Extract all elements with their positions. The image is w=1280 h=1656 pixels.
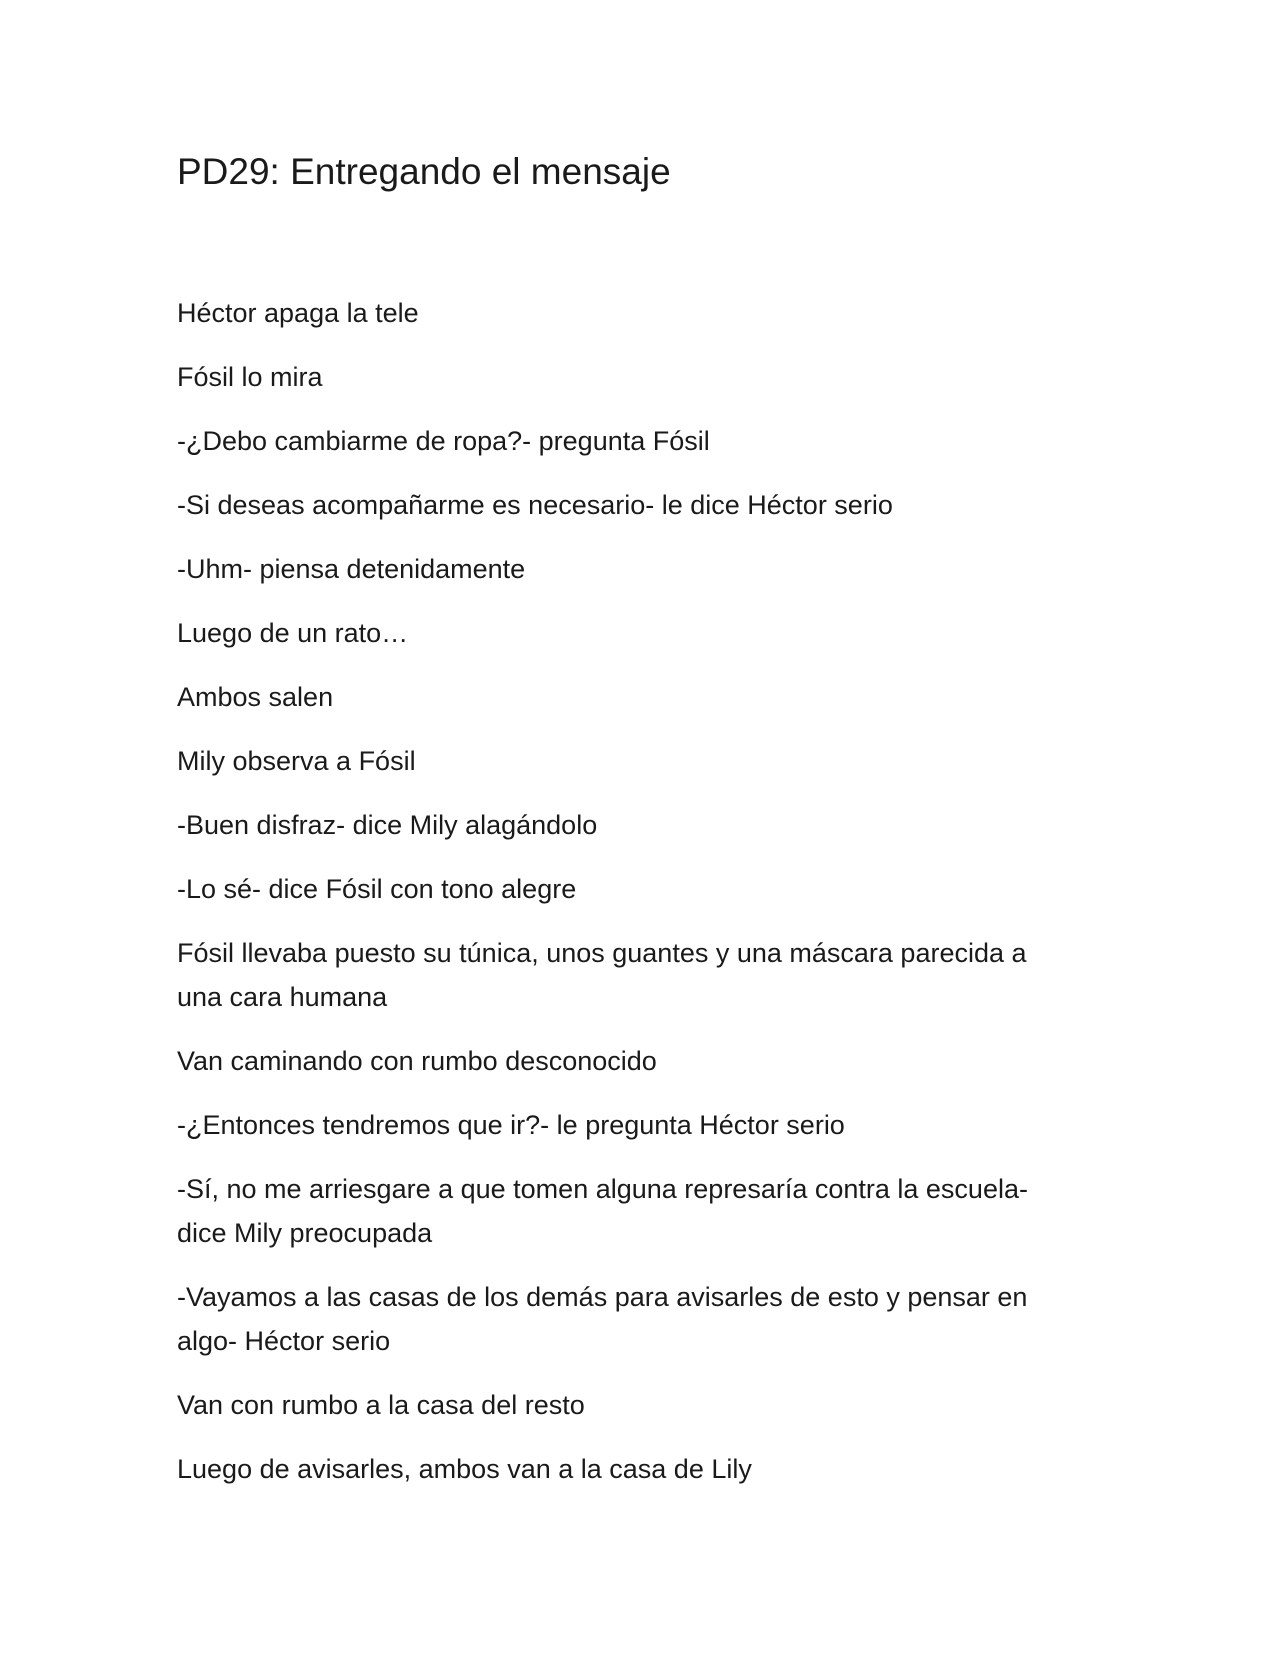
paragraph: Mily observa a Fósil (177, 746, 416, 776)
paragraph: -¿Entonces tendremos que ir?- le pregunta Héctor serio (177, 1110, 845, 1140)
paragraph: -Sí, no me arriesgare a que tomen alguna represaría contra la escuela- dice Mily preocupada (177, 1174, 1028, 1248)
paragraph: Fósil llevaba puesto su túnica, unos guantes y una máscara parecida a una cara humana (177, 938, 1027, 1012)
paragraph: -Lo sé- dice Fósil con tono alegre (177, 874, 577, 904)
paragraph: -¿Debo cambiarme de ropa?- pregunta Fósil (177, 426, 710, 456)
paragraph: Fósil lo mira (177, 362, 323, 392)
document-body (177, 291, 1077, 1511)
paragraph: Luego de avisarles, ambos van a la casa de Lily (177, 1454, 752, 1484)
paragraph: Van caminando con rumbo desconocido (177, 1046, 657, 1076)
paragraph: -Buen disfraz- dice Mily alagándolo (177, 810, 598, 840)
paragraph: Héctor apaga la tele (177, 298, 419, 328)
paragraph: Luego de un rato… (177, 618, 409, 648)
document-title: PD29: Entregando el mensaje (177, 151, 671, 192)
paragraph: -Si deseas acompañarme es necesario- le dice Héctor serio (177, 490, 893, 520)
paragraph: Ambos salen (177, 682, 334, 712)
paragraph: -Uhm- piensa detenidamente (177, 554, 526, 584)
paragraph: -Vayamos a las casas de los demás para avisarles de esto y pensar en algo- Héctor serio (177, 1282, 1028, 1356)
paragraph: Van con rumbo a la casa del resto (177, 1390, 585, 1420)
